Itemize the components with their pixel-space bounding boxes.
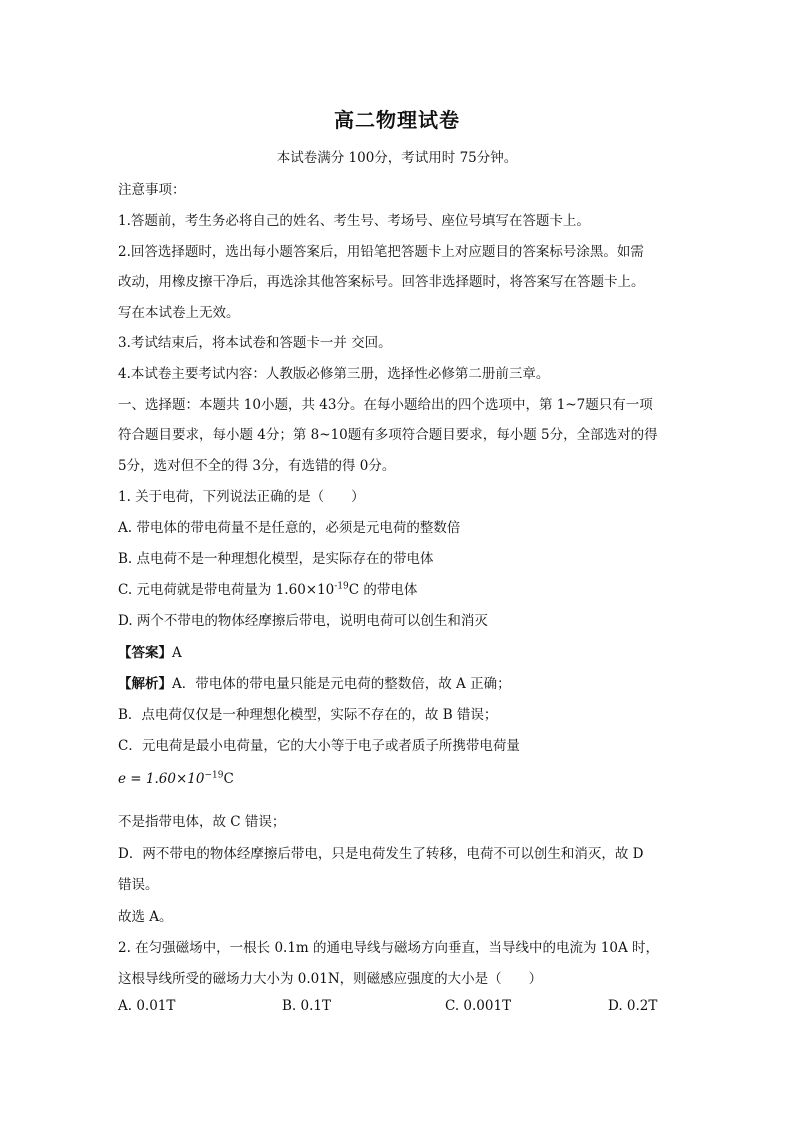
question-2-option-c: C. 0.001T (445, 998, 512, 1014)
question-2-option-a: A. 0.01T (118, 998, 176, 1014)
notice-item-2-line-2: 改动，用橡皮擦干净后，再选涂其他答案标号。回答非选择题时，将答案写在答题卡上。 (118, 274, 645, 290)
formula-main: e = 1.60×10 (118, 771, 205, 787)
formula-unit: C (223, 771, 234, 787)
answer-label: 【答案】 (118, 645, 172, 661)
question-1-option-a: A. 带电体的带电荷量不是任意的，必须是元电荷的整数倍 (118, 520, 461, 536)
conclusion: 故选 A。 (118, 909, 173, 925)
analysis-line-b: B．点电荷仅仅是一种理想化模型，实际不存在的，故 B 错误； (118, 707, 498, 723)
analysis-a-text: A．带电体的带电量只能是元电荷的整数倍，故 A 正确； (172, 676, 511, 692)
question-1-option-b: B. 点电荷不是一种理想化模型，是实际存在的带电体 (118, 551, 434, 567)
notice-item-3: 3.考试结束后，将本试卷和答题卡一并 交回。 (118, 335, 392, 351)
formula (118, 771, 678, 787)
question-1-option-c (118, 578, 678, 598)
section-instructions-line-1: 一、选择题：本题共 10小题，共 43分。在每小题给出的四个选项中，第 1~7题只有一项 (118, 397, 653, 413)
notice-item-1: 1.答题前，考生务必将自己的姓名、考生号、考场号、座位号填写在答题卡上。 (118, 213, 590, 229)
option-c-text: C. 元电荷就是带电荷量为 1.60×10 (118, 582, 335, 598)
question-2-stem-line-1: 2. 在匀强磁场中，一根长 0.1m 的通电导线与磁场方向垂直，当导线中的电流为 10A 时， (118, 940, 660, 956)
question-1-option-d: D. 两个不带电的物体经摩擦后带电，说明电荷可以创生和消灭 (118, 613, 488, 629)
analysis-line-a (118, 672, 678, 692)
notice-item-2-line-3: 写在本试卷上无效。 (118, 305, 240, 321)
notice-item-4: 4.本试卷主要考试内容：人教版必修第三册，选择性必修第二册前三章。 (118, 366, 550, 382)
section-instructions-line-2: 符合题目要求，每小题 4分；第 8~10题有多项符合题目要求，每小题 5分，全部选对的得 (118, 427, 658, 443)
analysis-label: 【解析】 (118, 676, 172, 692)
notice-item-2-line-1: 2.回答选择题时，选出每小题答案后，用铅笔把答题卡上对应题目的答案标号涂黑。如需 (118, 244, 644, 260)
question-2-option-b: B. 0.1T (282, 998, 331, 1014)
analysis-line-c2: 不是指带电体，故 C 错误； (118, 814, 286, 830)
answer-line (118, 641, 678, 661)
notice-heading: 注意事项： (118, 182, 186, 198)
question-2-option-d: D. 0.2T (608, 998, 658, 1014)
analysis-line-d2: 错误。 (118, 877, 159, 893)
question-1-stem: 1. 关于电荷，下列说法正确的是（ ） (118, 489, 365, 505)
question-2-stem-line-2: 这根导线所受的磁场力大小为 0.01N，则磁感应强度的大小是（ ） (118, 971, 543, 987)
analysis-line-c: C．元电荷是最小电荷量，它的大小等于电子或者质子所携带电荷量 (118, 738, 520, 754)
answer-value: A (172, 645, 182, 661)
formula-exponent: −19 (204, 770, 224, 781)
option-c-exponent: -19 (334, 581, 349, 592)
option-c-suffix: C 的带电体 (348, 582, 418, 598)
analysis-line-d1: D．两不带电的物体经摩擦后带电，只是电荷发生了转移，电荷不可以创生和消灭，故 D (118, 846, 644, 862)
exam-info: 本试卷满分 100分，考试用时 75分钟。 (276, 150, 518, 166)
section-instructions-line-3: 5分，选对但不全的得 3分，有选错的得 0分。 (118, 458, 396, 474)
page-title: 高二物理试卷 (334, 108, 460, 132)
